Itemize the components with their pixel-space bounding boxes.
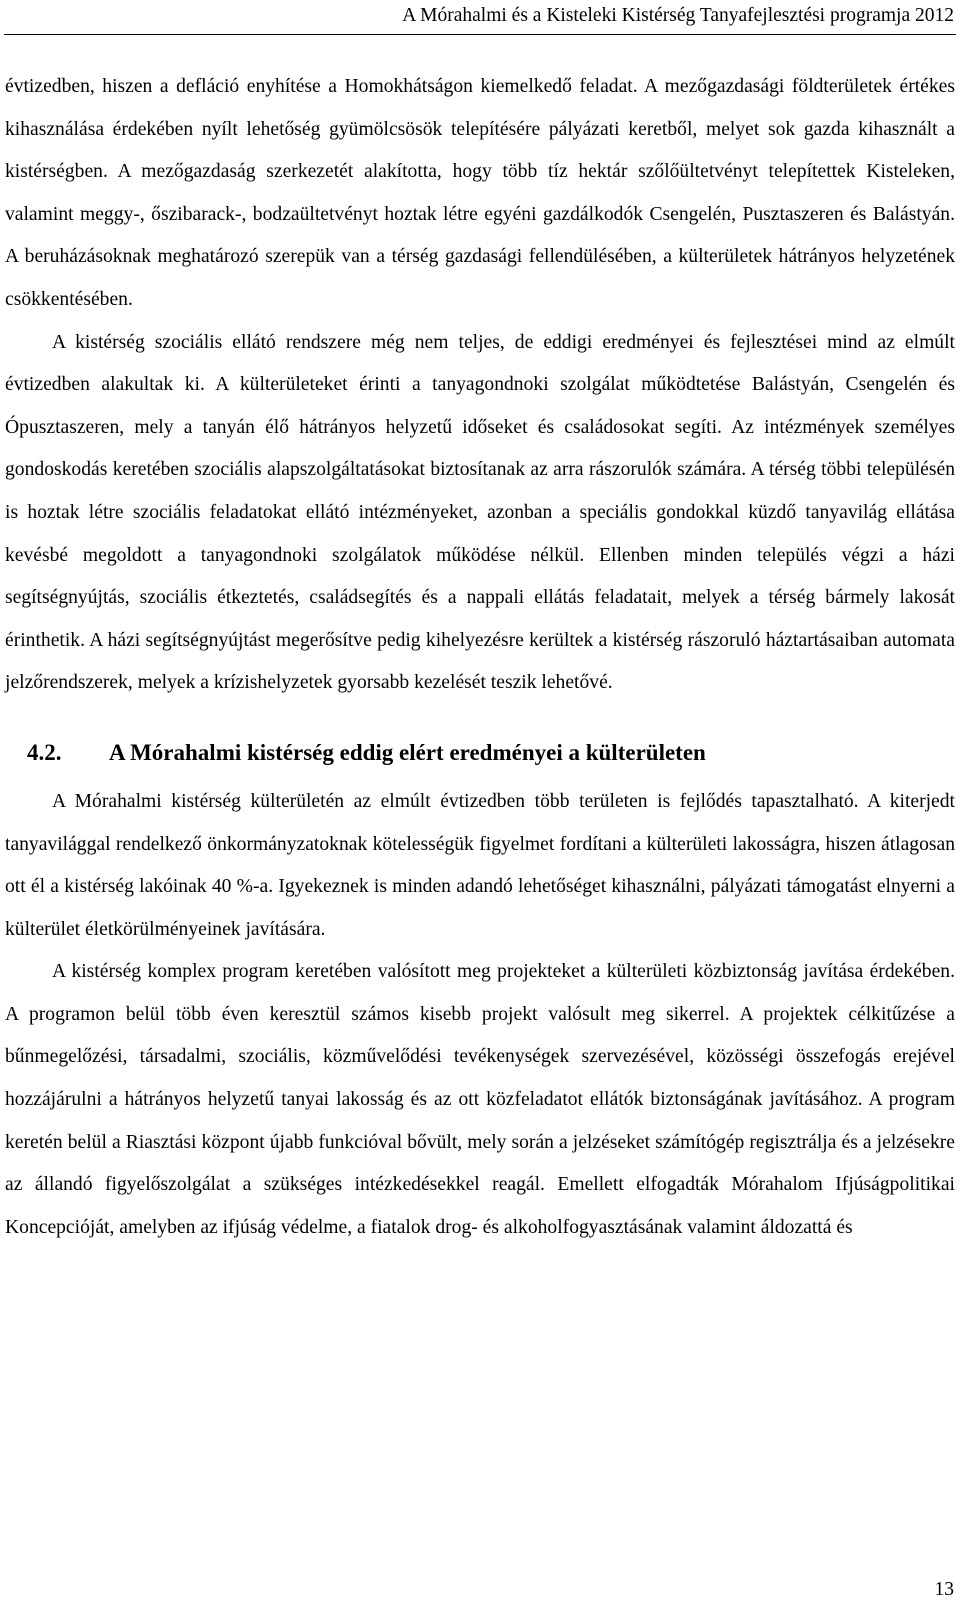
section-heading xyxy=(5,733,955,773)
paragraph-outskirts-development: A Mórahalmi kistérség külterületén az elmúlt évtizedben több területen is fejlődés tapasztalható. A kiterjedt tanyavilággal rendelkező önkormányzatoknak kötelességük figyelmet fordítani a külterületi lakosságra, hiszen átlagosan ott él a kistérség lakóinak 40 %-a. Igyekeznek is minden adandó lehetőséget kihasználni, pályázati támogatást elnyerni a külterület életkörülményeinek javítására. xyxy=(5,790,955,940)
paragraph-social-care: A kistérség szociális ellátó rendszere még nem teljes, de eddigi eredményei és fejlesztései mind az elmúlt évtizedben alakultak ki. A külterületeket érinti a tanyagondnoki szolgálat működtetése Balástyán, Csengelén és Ópusztaszeren, mely a tanyán élő hátrányos helyzetű időseket és családosokat segíti. Az intézmények személyes gondoskodás keretében szociális alapszolgáltatásokat biztosítanak az arra rászorulók számára. A térség többi településén is hoztak létre szociális feladatokat ellátó intézményeket, azonban a speciális gondokkal küzdő tanyavilág ellátása kevésbé megoldott a tanyagondnoki szolgálatok működése nélkül. Ellenben minden település végzi a házi segítségnyújtás, szociális étkeztetés, családsegítés és a nappali ellátás feladatait, melyek a térség bármely lakosát érinthetik. A házi segítségnyújtást megerősítve pedig kihelyezésre kerültek a kistérség rászoruló háztartásaiban automata jelzőrendszerek, melyek a krízishelyzetek gyorsabb kezelését teszik lehetővé. xyxy=(5,331,955,694)
section-number: 4.2. xyxy=(27,739,62,765)
paragraph-agriculture: évtizedben, hiszen a defláció enyhítése a Homokhátságon kiemelkedő feladat. A mezőgazdasági földterületek értékes kihasználása érdekében nyílt lehetőség gyümölcsösök telepítésére pályázati keretből, melyet sok gazda kihasznált a kistérségben. A mezőgazdaság szerkezetét alakította, hogy több tíz hektár szőlőültetvényt telepítettek Kisteleken, valamint meggy-, őszibarack-, bodzaültetvényt hoztak létre egyéni gazdálkodók Csengelén, Pusztaszeren és Balástyán. A beruházásoknak meghatározó szerepük van a térség gazdasági fellendülésében, a külterületek hátrányos helyzetének csökkentésében. xyxy=(5,76,955,310)
body-text xyxy=(5,66,955,1249)
page-number: 13 xyxy=(934,1579,954,1600)
paragraph-public-safety: A kistérség komplex program keretében valósított meg projekteket a külterületi közbiztonság javítása érdekében. A programon belül több éven keresztül számos kisebb projekt valósult meg sikerrel. A projektek célkitűzése a bűnmegelőzési, társadalmi, szociális, közművelődési tevékenységek szervezésével, közösségi összefogás erejével hozzájárulni a hátrányos helyzetű tanyai lakosság és az ott közfeladatot ellátók biztonságának javításához. A program keretén belül a Riasztási központ újabb funkcióval bővült, mely során a jelzéseket számítógép regisztrálja és a jelzésekre az állandó figyelőszolgálat a szükséges intézkedésekkel reagál. Emellett elfogadták Mórahalom Ifjúságpolitikai Koncepcióját, amelyben az ifjúság védelme, a fiatalok drog- és alkoholfogyasztásának valamint áldozattá és xyxy=(5,961,955,1238)
header-divider xyxy=(4,34,956,35)
section-title: A Mórahalmi kistérség eddig elért eredményei a külterületen xyxy=(109,739,706,765)
running-header: A Mórahalmi és a Kisteleki Kistérség Tanyafejlesztési programja 2012 xyxy=(402,5,954,26)
